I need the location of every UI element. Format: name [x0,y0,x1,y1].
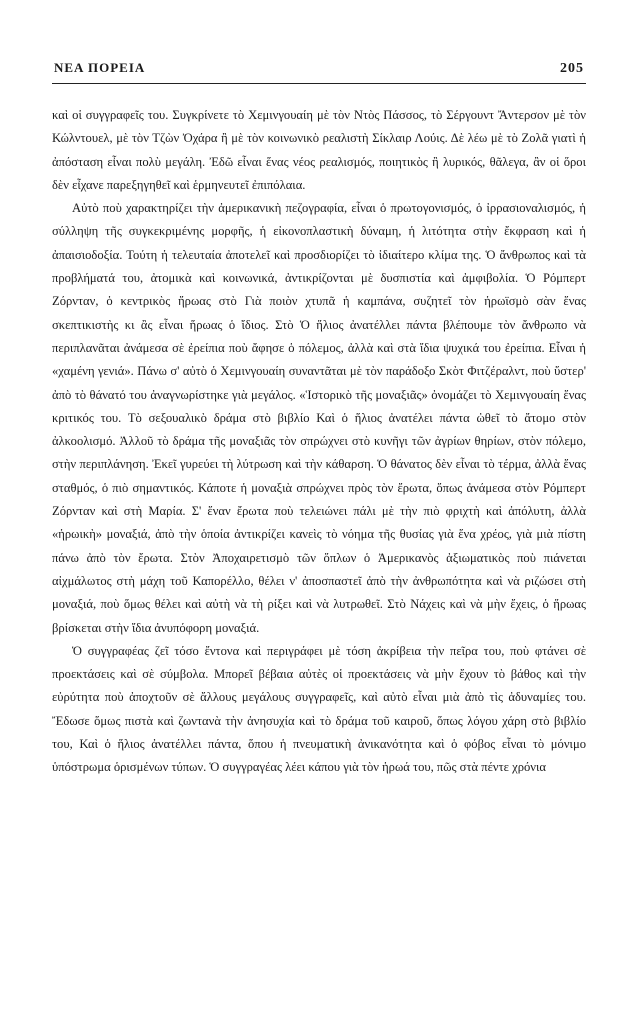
page-number: 205 [560,61,584,76]
paragraph-3: Ὁ συγγραφέας ζεῖ τόσο ἔντονα καὶ περιγράφει μὲ τόση ἀκρίβεια τὴν πεῖρα του, ποὺ φτάνει σὲ προεκτάσεις καὶ σὲ σύμβολα. Μπορεῖ βέβαια αὐτὲς οἱ προεκτάσεις νὰ μὴν ἔχουν τὸ βάθος καὶ τὴν εὐρύτητα ποὺ ἀποχτοῦν σὲ ἄλλους μεγάλους συγγραφεῖς, καὶ αὐτὸ εἶναι μιὰ ἀπὸ τὶς ἀδυναμίες του. Ἔδωσε ὅμως πιστὰ καὶ ζωντανὰ τὴν ἀνησυχία καὶ τὸ δράμα τοῦ καιροῦ, ὅπως λόγου χάρη στὸ βιβλίο του, Καὶ ὁ ἥλιος ἀνατέλλει πάντα, ὅπου ἡ πνευματικὴ ἀνικανότητα καὶ ὁ φόβος εἶναι τὸ μόνιμο ὑπόστρωμα ὁρισμένων τύπων. Ὁ συγγραγέας λέει κάπου γιὰ τὸν ἡρωά του, πῶς στὰ πέντε χρόνια [52,643,586,775]
running-header [52,60,586,84]
book-page [52,60,586,780]
paragraph-2: Αὐτὸ ποὺ χαρακτηρίζει τὴν ἀμερικανικὴ πεζογραφία, εἶναι ὁ πρωτογονισμός, ὁ ἰρρασιοναλισμός, ἡ σύλληψη τῆς συγκεκριμένης μορφῆς, ἡ εἰκονοπλαστικὴ δύναμη, ἡ λιτότητα στὴν ἔκφραση καὶ ἡ ἀπαισιοδοξία. Τούτη ἡ τελευταία ἀποτελεῖ καὶ προσδιορίζει τὸ ἰδιαίτερο κλίμα της. Ὁ ἄνθρωπος καὶ τὰ προβλήματά του, ἀτομικὰ καὶ κοινωνικά, ἀντικρίζονται μὲ δυσπιστία καὶ ἀμφιβολία. Ὁ Ρόμπερτ Ζόρνταν, ὁ κεντρικὸς ἥρωας στὸ Γιὰ ποιὸν χτυπᾶ ἡ καμπάνα, συζητεῖ τὸν ἡρωϊσμὸ σὰν ἕνας σκεπτικιστὴς κι ἂς εἶναι ἥρωας ὁ ἴδιος. Στὸ Ὁ ἥλιος ἀνατέλλει πάντα βλέπουμε τὸν ἄνθρωπο νὰ περιπλανᾶται ἀνάμεσα σὲ ἐρείπια ποὺ ἄφησε ὁ πόλεμος, ἀλλὰ καὶ στὰ ἴδια ψυχικά του ἐρείπια. Εἶναι ἡ «χαμένη γενιά». Πάνω σ' αὐτὸ ὁ Χεμινγουαίη συναντᾶται μὲ τὸν παράδοξο Σκὸτ Φιτζέραλντ, ποὺ ὕστερ' ἀπὸ τὸ θάνατό του ἀναγνωρίστηκε γιὰ μεγάλος. «Ἱστορικὸ τῆς μοναξιᾶς» ὀνομάζει τὸ Χεμινγουαίη ἕνας κριτικός του. Τὸ σεξουαλικὸ δράμα στὸ βιβλίο Καὶ ὁ ἥλιος ἀνατέλει πάντα ὠθεῖ τὸ ἄτομο στὸν ἀλκοολισμό. Ἀλλοῦ τὸ δράμα τῆς μοναξιᾶς τὸν σπρώχνει στὸ κυνῆγι τῶν ἀγρίων θηρίων, στὸν πόλεμο, στὴν περιπλάνηση. Ἐκεῖ γυρεύει τὴ λύτρωση καὶ τὴν κάθαρση. Ὁ θάνατος δὲν εἶναι τὸ τέρμα, ἀλλὰ ἕνας σταθμός, ὁ πιὸ σημαντικός. Κάποτε ἡ μοναξιὰ σπρώχνει πρὸς τὸν ἔρωτα, ὅπως ἀνάμεσα στὸν Ρόμπερτ Ζόρνταν καὶ στὴ Μαρία. Σ' ἕναν ἔρωτα ποὺ τελειώνει πάλι μὲ τὴν πιὸ φριχτὴ καὶ ἀπόλυτη, ἀλλὰ «ἡρωικὴ» μοναξιά, ἀπὸ τὴν ὁποία ἀντικρίζει κανεὶς τὸ νόημα τῆς θυσίας γιὰ ἕνα χρέος, γιὰ μιὰ πίστη πάνω ἀπὸ τὸν ἔρωτα. Στὸν Ἀποχαιρετισμὸ τῶν ὅπλων ὁ Ἀμερικανὸς ἀξιωματικὸς ποὺ πιάνεται αἰχμάλωτος στὴ μάχη τοῦ Καπορέλλο, θέλει ν' ἀποσπαστεῖ ἀπὸ τὴν ἀνθρωπότητα καὶ νὰ ριζώσει στὴ μοναξιά, ποὺ ὅμως θέλει καὶ αὐτὴ νὰ τὴ ρίξει καὶ νὰ λυτρωθεῖ. Στὸ Νάχεις καὶ νὰ μὴν ἔχεις, ὁ ἥρωας βρίσκεται στὴν ἴδια ἀνυπόφορη μοναξιά. [52,201,586,635]
paragraph-1: καὶ οἱ συγγραφεῖς του. Συγκρίνετε τὸ Χεμινγουαίη μὲ τὸν Ντὸς Πάσσος, τὸ Σέργουντ Ἄντερσον μὲ τὸν Κώλντουελ, μὲ τὸν Τζὼν Ὀχάρα ἢ μὲ τὸν κοινωνικὸ ρεαλιστὴ Σίκλαιρ Λούις. Δὲ λέω μὲ τὸ Ζολᾶ γιατὶ ἡ ἀπόσταση εἶναι πολὺ μεγάλη. Ἐδῶ εἶναι ἕνας νέος ρεαλισμός, ποιητικὸς ἢ λυρικός, θᾶλεγα, ἂν οἱ ὅροι δὲν εἶχανε παρεξηγηθεῖ καὶ ἑρμηνευτεῖ ἐπιπόλαια. [52,108,586,192]
article-body [52,104,586,780]
journal-title: ΝΕΑ ΠΟΡΕΙΑ [54,60,146,75]
